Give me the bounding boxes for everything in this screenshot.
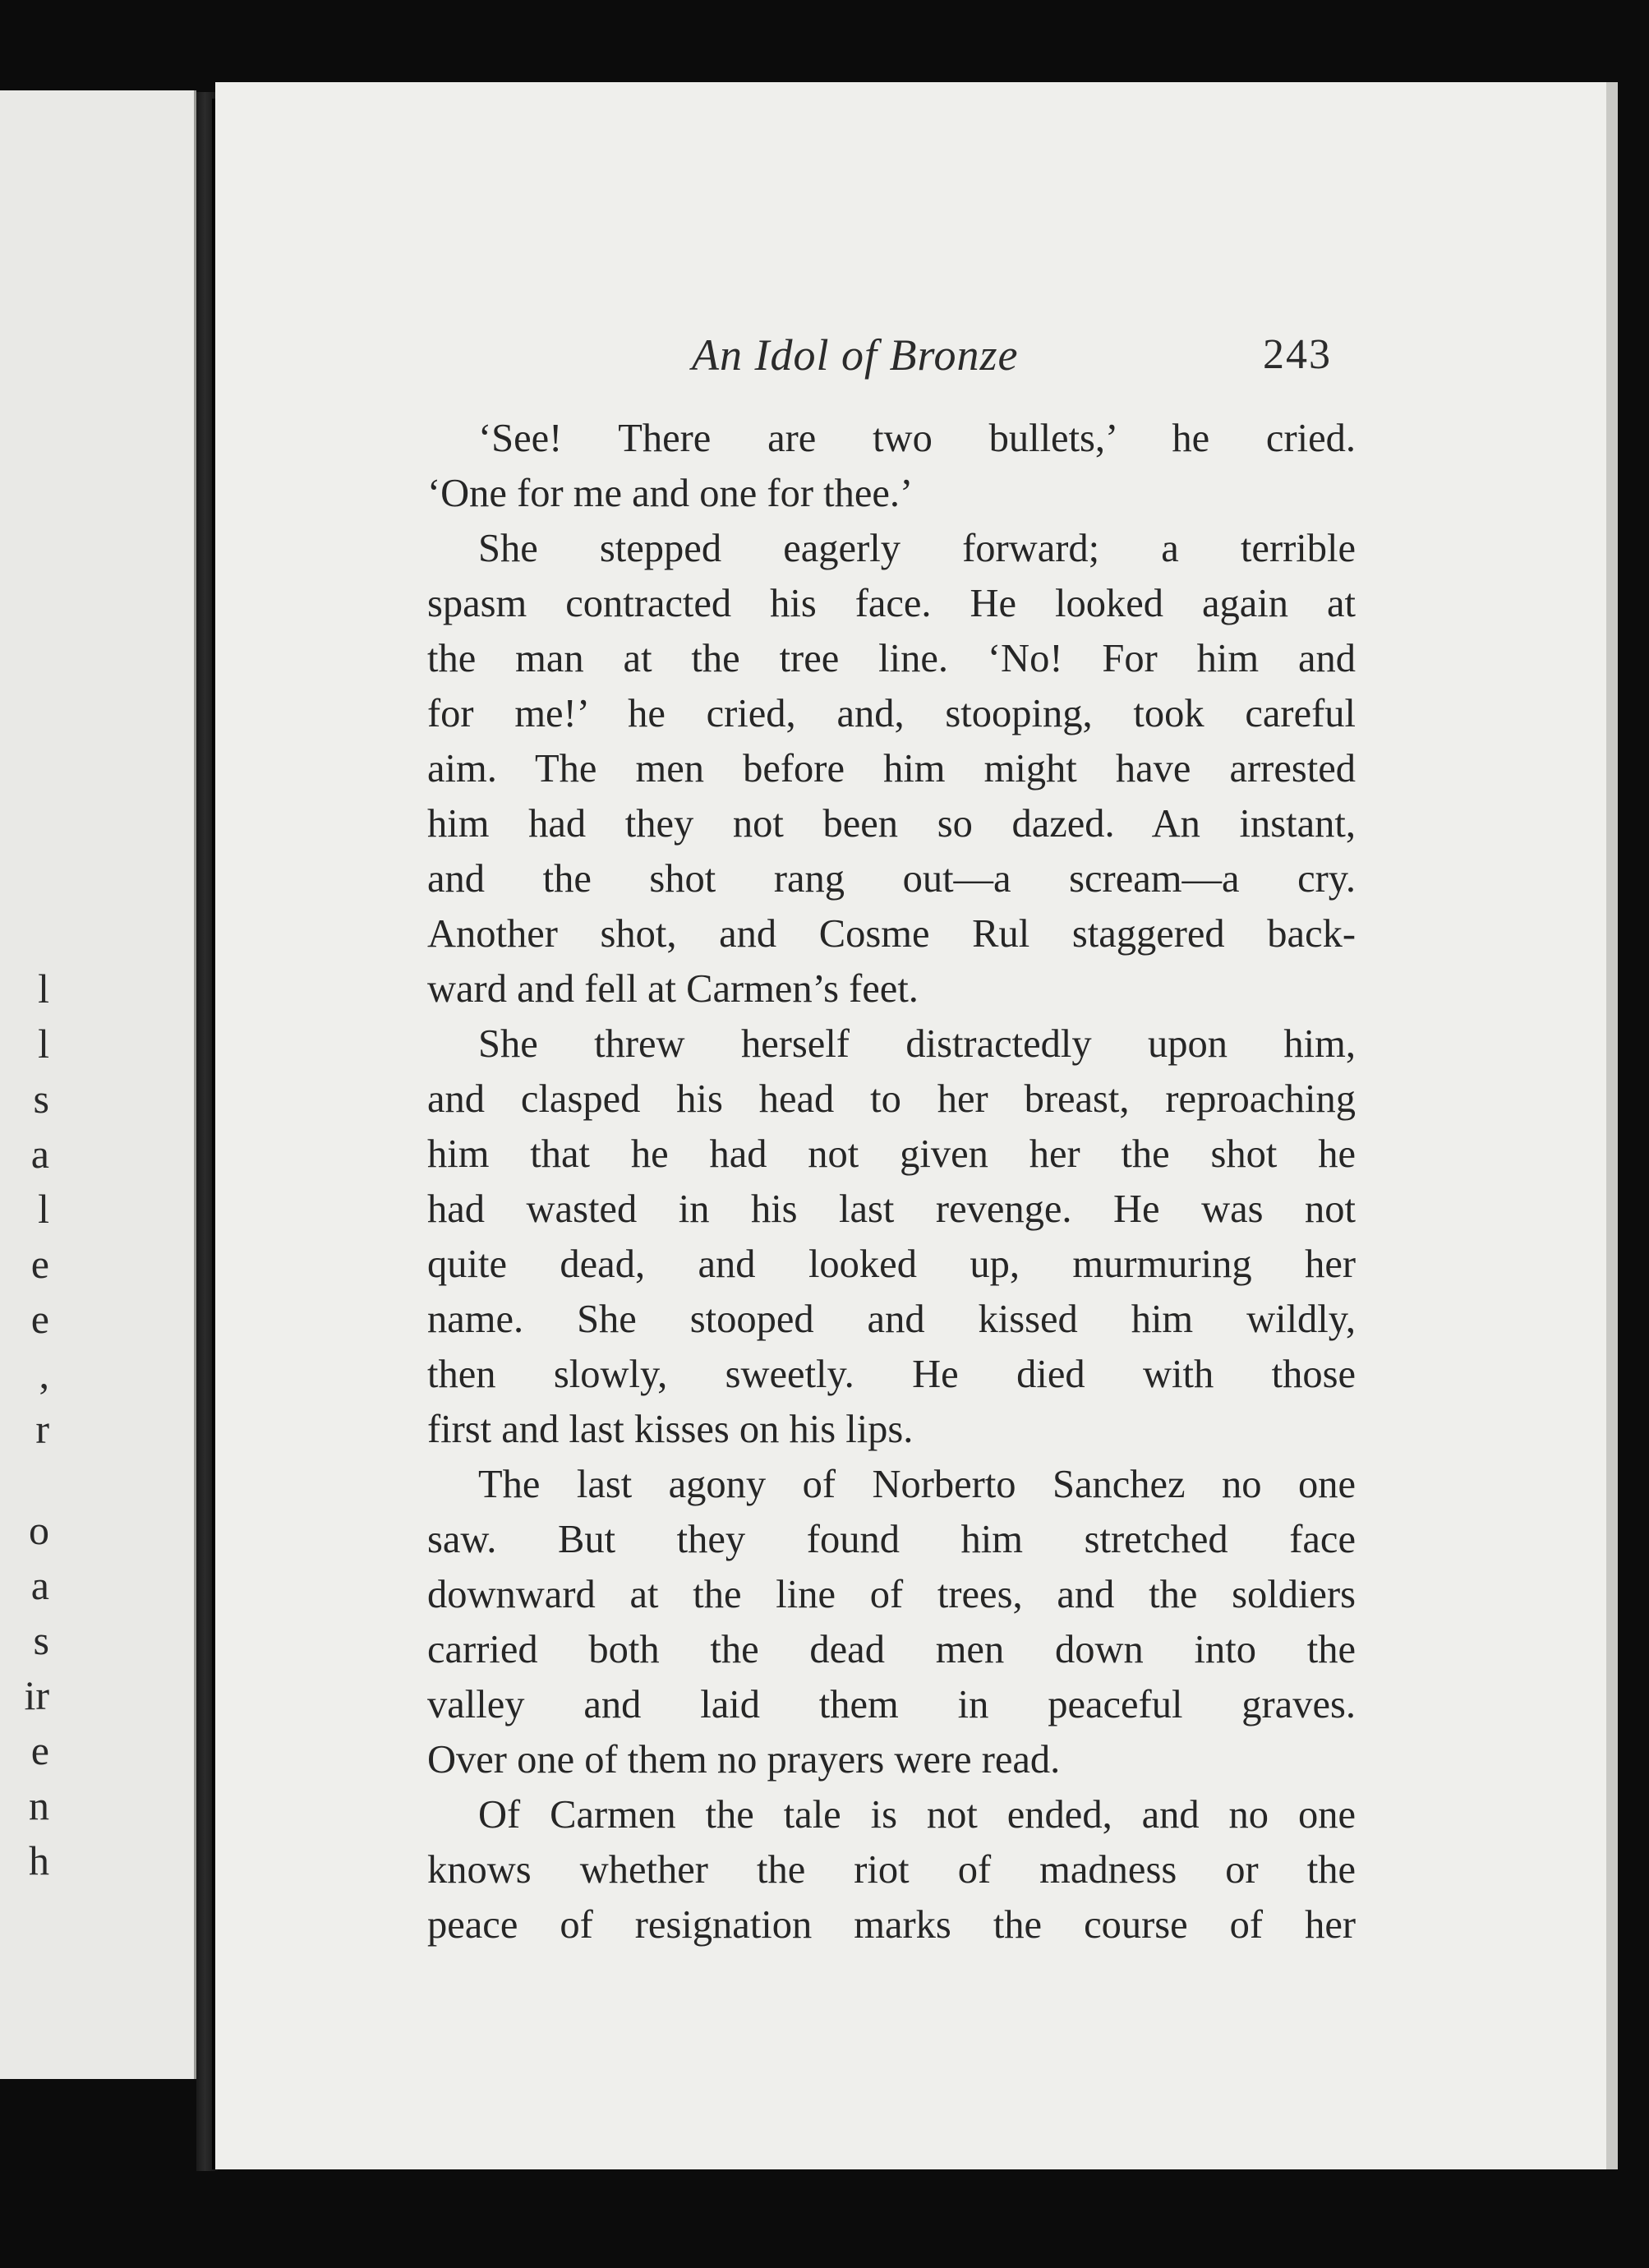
left-fragment: s: [33, 1076, 49, 1122]
page-edge-shadow: [1606, 82, 1618, 2169]
left-facing-page: [0, 90, 196, 2079]
left-fragment: l: [38, 1186, 49, 1232]
text-line: ward and fell at Carmen’s feet.: [427, 967, 919, 1011]
left-fragment: a: [30, 1131, 49, 1177]
text-line: then slowly, sweetly. He died with those: [427, 1353, 1356, 1396]
text-line: first and last kisses on his lips.: [427, 1408, 914, 1451]
text-line: him that he had not given her the shot he: [427, 1132, 1356, 1176]
left-fragment: e: [30, 1727, 49, 1773]
left-fragment: r: [35, 1406, 49, 1452]
text-line: and the shot rang out—a scream—a cry.: [427, 857, 1356, 901]
text-line: him had they not been so dazed. An instant,: [427, 802, 1356, 846]
text-line: spasm contracted his face. He looked again at: [427, 582, 1356, 625]
text-line: Another shot, and Cosme Rul staggered back-: [427, 912, 1356, 956]
left-page-text-fragments: [0, 961, 49, 1888]
left-fragment: o: [29, 1507, 49, 1553]
left-fragment: ir: [24, 1672, 49, 1718]
left-fragment: l: [38, 966, 49, 1012]
text-line: name. She stooped and kissed him wildly,: [427, 1298, 1356, 1341]
left-fragment: l: [38, 1021, 49, 1067]
running-title: An Idol of Bronze: [692, 330, 1019, 380]
text-line: ‘See! There are two bullets,’ he cried.: [478, 417, 1356, 460]
text-line: The last agony of Norberto Sanchez no one: [478, 1463, 1356, 1506]
left-fragment: n: [29, 1782, 49, 1828]
left-fragment: ,: [39, 1351, 49, 1397]
left-fragment: a: [30, 1562, 49, 1608]
left-fragment: h: [29, 1837, 49, 1883]
page-number: 243: [1263, 331, 1332, 378]
body-text: [427, 411, 1356, 1952]
left-fragment: [0, 1457, 49, 1503]
text-line: the man at the tree line. ‘No! For him and: [427, 637, 1356, 680]
text-line: peace of resignation marks the course of her: [427, 1903, 1356, 1947]
running-header: [215, 322, 1614, 388]
text-line: saw. But they found him stretched face: [427, 1518, 1356, 1561]
text-line: carried both the dead men down into the: [427, 1628, 1356, 1671]
text-line: had wasted in his last revenge. He was not: [427, 1187, 1356, 1231]
text-line: valley and laid them in peaceful graves.: [427, 1683, 1356, 1726]
text-line: downward at the line of trees, and the soldiers: [427, 1573, 1356, 1616]
text-line: quite dead, and looked up, murmuring her: [427, 1242, 1356, 1286]
left-fragment: e: [30, 1296, 49, 1342]
text-line: Of Carmen the tale is not ended, and no one: [478, 1793, 1356, 1837]
text-line: aim. The men before him might have arrested: [427, 747, 1356, 791]
text-line: for me!’ he cried, and, stooping, took careful: [427, 692, 1356, 735]
left-fragment: e: [30, 1241, 49, 1287]
text-line: Over one of them no prayers were read.: [427, 1738, 1061, 1782]
left-fragment: s: [33, 1617, 49, 1663]
text-line: ‘One for me and one for thee.’: [427, 472, 914, 515]
text-line: and clasped his head to her breast, reproaching: [427, 1077, 1356, 1121]
text-line: knows whether the riot of madness or the: [427, 1848, 1356, 1892]
text-line: She stepped eagerly forward; a terrible: [478, 527, 1356, 570]
text-line: She threw herself distractedly upon him,: [478, 1022, 1356, 1066]
